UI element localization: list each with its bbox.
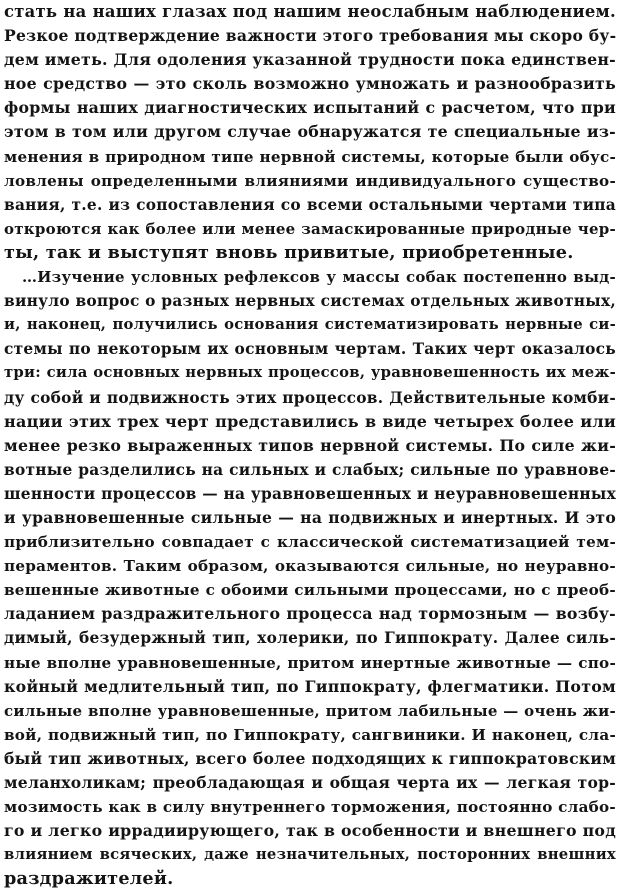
text-line: ловлены определенными влияниями индивидуального существо-	[4, 171, 616, 190]
text-line: вотные разделились на сильных и слабых; сильные по уравнове-	[4, 460, 616, 479]
text-line: три: сила основных нервных процессов, уравновешенность их меж-	[4, 364, 616, 382]
text-line: ное средство — это сколь возможно умножать и разнообразить	[4, 74, 616, 94]
text-line: меланхоликам; преобладающая и общая черта их — легкая тор-	[4, 773, 616, 792]
text-line: койный медлительный тип, по Гиппократу, флегматики. Потом	[4, 676, 616, 696]
text-line: ты, так и выступят вновь привитые, приобретенные.	[4, 241, 574, 263]
text-line: бый тип животных, всего более подходящих к гиппократовским	[4, 748, 616, 768]
text-line: нации этих трех черт представились в виде четырех более или	[4, 411, 616, 431]
text-line: винуло вопрос о разных нервных системах отдельных животных,	[4, 292, 616, 311]
text-line: шенности процессов — на уравновешенных и неуравновешенных	[4, 484, 616, 503]
text-line: мозимость как в силу внутреннего торможения, постоянно слабо-	[4, 798, 616, 817]
text-line: Резкое подтверждение важности этого требования мы скоро бу-	[4, 26, 617, 46]
text-line: пераментов. Таким образом, оказываются сильные, но неуравно-	[4, 557, 616, 576]
text-line: димый, безудержный тип, холерики, по Гиппократу. Далее силь-	[4, 629, 616, 648]
text-line: раздражителей.	[4, 868, 174, 890]
text-line: ду собой и подвижность этих процессов. Действительные комби-	[4, 388, 616, 407]
text-line: стать на наших глазах под нашим неослабным наблюдением.	[4, 2, 616, 21]
text-line: влиянием всяческих, даже незначительных, посторонних внешних	[4, 846, 616, 864]
text-line: и, наконец, получились основания систематизировать нервные си-	[4, 316, 616, 334]
text-line: формы наших диагностических испытаний с расчетом, что при	[4, 98, 616, 118]
text-line: приблизительно совпадает с классической систематизацией тем-	[4, 533, 616, 552]
text-line: сильные вполне уравновешенные, притом лабильные — очень жи-	[4, 701, 616, 720]
text-line: вой, подвижный тип, по Гиппократу, сангвиники. И наконец, сла-	[4, 725, 616, 744]
text-line: и уравновешенные сильные — на подвижных и инертных. И это	[4, 507, 616, 527]
text-line: менее резко выраженных типов нервной системы. По силе жи-	[4, 435, 616, 455]
text-line: стемы по некоторым их основным чертам. Таких черт оказалось	[4, 340, 616, 359]
text-line: вания, т.е. из сопоставления со всеми остальными чертами типа	[4, 195, 616, 214]
text-line: откроются как более или менее замаскированные природные чер-	[4, 219, 616, 238]
document-page	[4, 0, 616, 891]
text-line: этом в том или другом случае обнаружатся те специальные из-	[4, 122, 616, 142]
text-line: го и легко иррадиирующего, так в особенности и внешнего под	[4, 821, 616, 841]
paragraph-1	[4, 0, 616, 265]
text-line: менения в природном типе нервной системы, которые были обус-	[4, 147, 616, 166]
text-line: дем иметь. Для одоления указанной трудности пока единствен-	[4, 50, 616, 70]
text-line: вешенные животные с обоими сильными процессами, но с преоб-	[4, 581, 616, 600]
paragraph-2	[4, 265, 616, 891]
text-line: …Изучение условных рефлексов у массы собак постепенно выд-	[22, 268, 616, 287]
text-line: ладанием раздражительного процесса над тормозным — возбу-	[4, 604, 616, 624]
text-line: ные вполне уравновешенные, притом инертные животные — спо-	[4, 653, 616, 672]
